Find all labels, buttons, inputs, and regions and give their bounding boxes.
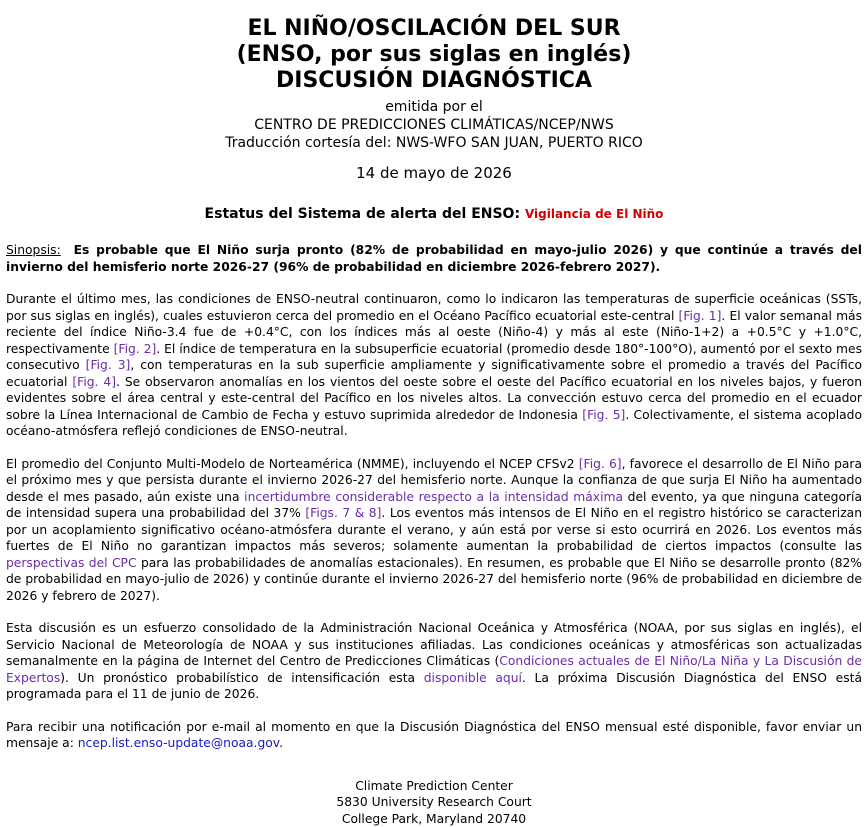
translation-credit: Traducción cortesía del: NWS-WFO SAN JUAN, PUERTO RICO <box>0 134 868 152</box>
fig-5-link[interactable]: [Fig. 5] <box>582 408 625 422</box>
paragraph-text: El promedio del Conjunto Multi-Modelo de Norteamérica (NMME), incluyendo el NCEP CFSv2 <box>6 457 579 471</box>
paragraph-text: ). Un pronóstico probabilístico de intensificación esta <box>60 671 424 685</box>
paragraph-text: , favorece el desarrollo de El Niño para el próximo mes y que persista durante el invierno 2026-27 del hemisferio norte. Aunque la confianza de que surja El Niño ha aumentado desde el mes pasado, aún existe una <box>6 457 862 504</box>
paragraph-text: para las probabilidades de anomalías estacionales). En resumen, es probable que El Niño se desarrolle pronto (82% de probabilidad en mayo-julio de 2026) y continúe durante el invierno 2026-27 del hemisferio norte (96% de probabilidad en diciembre de 2026 y febrero de 2027). <box>6 556 862 603</box>
paragraph-text: . Los eventos más intensos de El Niño en el registro histórico se caracterizan por un acoplamiento significativo océano-atmósfera durante el verano, y aún está por verse si esto ocurrirá en 2026. Los eventos más fuertes de El Niño no garantizan impactos más severos; solamente aumentan la probabilidad de ciertos impactos (consulte las <box>6 506 862 553</box>
paragraph-text: . La próxima Discusión Diagnóstica del ENSO está programada para el 11 de junio de 2026. <box>6 671 862 702</box>
paragraph-text: . <box>279 736 283 750</box>
page <box>0 16 868 718</box>
paragraph-text: . El índice de temperatura en la subsuperficie ecuatorial (promedio desde 180°-100°O), aumentó por el sexto mes consecutivo <box>6 342 862 373</box>
fig-6-link[interactable]: [Fig. 6] <box>579 457 622 471</box>
fig-2-link[interactable]: [Fig. 2] <box>114 342 157 356</box>
paragraph-text: , con temperaturas en la sub superficie ampliamente y significativamente sobre el promedio a través del Pacífico ecuatorial <box>6 358 862 389</box>
paragraph-text: Para recibir una notificación por e-mail al momento en que la Discusión Diagnóstica del ENSO mensual esté disponible, favor enviar un mensaje a: <box>6 720 862 751</box>
synopsis-text: Es probable que El Niño surja pronto (82% de probabilidad en mayo-julio 2026) y que continúe a través del invierno del hemisferio norte 2026-27 (96% de probabilidad en diciembre 2026-febrero 2027). <box>6 243 862 274</box>
uncertainty-link[interactable]: incertidumbre considerable respecto a la intensidad máxima <box>244 490 623 504</box>
fig-3-link[interactable]: [Fig. 3] <box>86 358 131 372</box>
fig-1-link[interactable]: [Fig. 1] <box>679 309 722 323</box>
email-paragraph <box>6 719 862 752</box>
paragraph-text: Durante el último mes, las condiciones de ENSO-neutral continuaron, como lo indicaron las temperaturas de superficie oceánicas (SSTs, por sus siglas en inglés), cuales estuvieron cerca del promedio en el Océano Pacífico ecuatorial este-central <box>6 292 862 323</box>
title-line-1: EL NIÑO/OSCILACIÓN DEL SUR <box>0 16 868 42</box>
available-here-link[interactable]: disponible aquí <box>424 671 522 685</box>
footer-line-2: 5830 University Research Court <box>0 794 868 811</box>
issued-by-text: emitida por el <box>0 98 868 116</box>
current-conditions-link[interactable]: Condiciones actuales de El Niño/La Niña y La Discusión de Expertos <box>6 654 862 685</box>
title-line-2: (ENSO, por sus siglas en inglés) <box>0 42 868 68</box>
email-link[interactable]: ncep.list.enso-update@noaa.gov <box>78 736 279 750</box>
noaa-paragraph <box>6 620 862 703</box>
synopsis-label: Sinopsis: <box>6 243 61 257</box>
fig-4-link[interactable]: [Fig. 4] <box>72 375 116 389</box>
synopsis-paragraph <box>6 242 862 275</box>
enso-alert-status <box>0 206 868 222</box>
figs-7-8-link[interactable]: [Figs. 7 & 8] <box>305 506 381 520</box>
conditions-paragraph <box>6 291 862 440</box>
page-title <box>0 16 868 94</box>
forecast-paragraph <box>6 456 862 605</box>
footer-address <box>0 778 868 827</box>
paragraph-text: . Se observaron anomalías en los vientos del oeste sobre el oeste del Pacífico ecuatorial en los niveles bajos, y fueron evidentes sobre el área central y este-central del Pacífico en los niveles altos. La convección estuvo cerca del promedio en el ecuador sobre la Línea Internacional de Cambio de Fecha y estuvo suprimida alrededor de Indonesia <box>6 375 862 422</box>
status-label: Estatus del Sistema de alerta del ENSO: <box>205 206 521 222</box>
issue-date: 14 de mayo de 2026 <box>0 164 868 182</box>
organization-text: CENTRO DE PREDICCIONES CLIMÁTICAS/NCEP/NWS <box>0 116 868 134</box>
paragraph-text: del evento, ya que ninguna categoría de intensidad supera una probabilidad del 37% <box>6 490 862 521</box>
footer-line-3: College Park, Maryland 20740 <box>0 811 868 827</box>
discussion-body <box>0 242 868 752</box>
status-value: Vigilancia de El Niño <box>525 207 664 221</box>
paragraph-text: . Colectivamente, el sistema acoplado océano-atmósfera reflejó condiciones de ENSO-neutral. <box>6 408 862 439</box>
cpc-outlooks-link[interactable]: perspectivas del CPC <box>6 556 137 570</box>
paragraph-text: . El valor semanal más reciente del índice Niño-3.4 fue de +0.4°C, con los índices más al oeste (Niño-4) y más al este (Niño-1+2) a +0.5°C y +1.0°C, respectivamente <box>6 309 862 356</box>
footer-line-1: Climate Prediction Center <box>0 778 868 795</box>
paragraph-text: Esta discusión es un esfuerzo consolidado de la Administración Nacional Oceánica y Atmosférica (NOAA, por sus siglas en inglés), el Servicio Nacional de Meteorología de NOAA y sus instituciones afiliadas. Las condiciones oceánicas y atmosféricas son actualizadas semanalmente en la página de Internet del Centro de Predicciones Climáticas ( <box>6 621 862 668</box>
title-line-3: DISCUSIÓN DIAGNÓSTICA <box>0 68 868 94</box>
